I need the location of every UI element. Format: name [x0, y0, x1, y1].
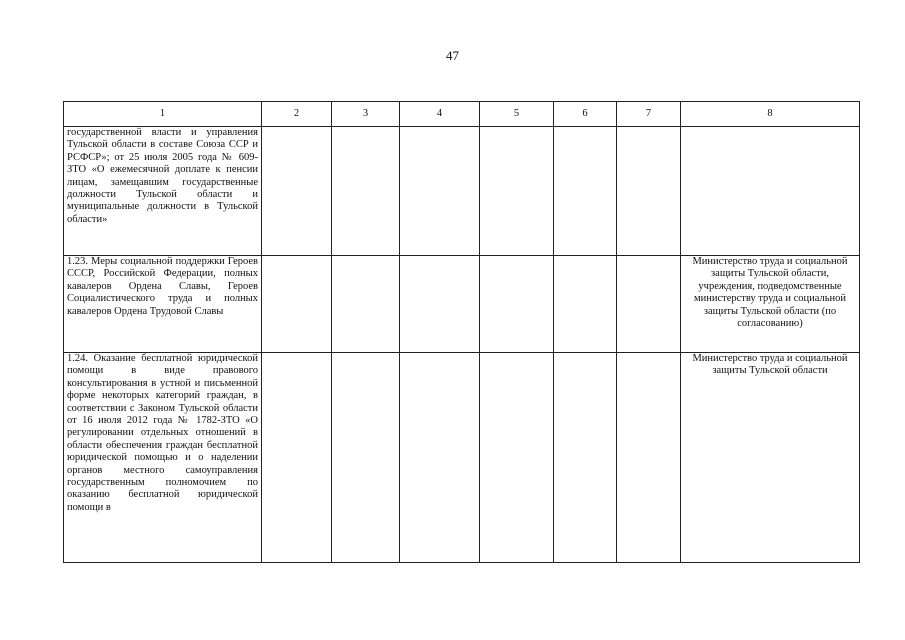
responsible-executor: Министерство труда и социальной защиты Тульской области, учреждения, подведомственные министерству труда и социальной защиты Тульской области (по согласованию) [681, 256, 860, 353]
empty-cell [332, 256, 400, 353]
measure-description: 1.23. Меры социальной поддержки Героев СССР, Российской Федерации, полных кавалеров Ордена Славы, Героев Социалистического труда и полных кавалеров Ордена Трудовой Славы [64, 256, 262, 353]
column-header-5: 5 [480, 102, 554, 127]
empty-cell [400, 127, 480, 256]
responsible-executor: Министерство труда и социальной защиты Тульской области [681, 353, 860, 563]
empty-cell [262, 353, 332, 563]
column-header-3: 3 [332, 102, 400, 127]
measures-table [63, 101, 860, 563]
column-header-8: 8 [681, 102, 860, 127]
measure-description: государственной власти и управления Тульской области в составе Союза ССР и РСФСР»; от 25 июля 2005 года № 609-ЗТО «О ежемесячной доплате к пенсии лицам, замещавшим государственные должности Тульской области и муниципальные должности в Тульской области» [64, 127, 262, 256]
empty-cell [480, 256, 554, 353]
measure-description: 1.24. Оказание бесплатной юридической помощи в виде правового консультирования в устной и письменной форме некоторых категорий граждан, в соответствии с Законом Тульской области от 16 июля 2012 года № 1782-ЗТО «О регулировании отдельных отношений в области обеспечения граждан бесплатной юридической помощью и о наделении органов местного самоуправления государственным полномочием по оказанию бесплатной юридической помощи в [64, 353, 262, 563]
empty-cell [617, 127, 681, 256]
table-row [64, 256, 860, 353]
column-header-2: 2 [262, 102, 332, 127]
empty-cell [554, 353, 617, 563]
empty-cell [400, 256, 480, 353]
empty-cell [617, 256, 681, 353]
empty-cell [617, 353, 681, 563]
empty-cell [332, 127, 400, 256]
empty-cell [480, 127, 554, 256]
page-number: 47 [446, 48, 459, 63]
empty-cell [262, 127, 332, 256]
column-header-6: 6 [554, 102, 617, 127]
table-row [64, 353, 860, 563]
empty-cell [400, 353, 480, 563]
empty-cell [480, 353, 554, 563]
empty-cell [332, 353, 400, 563]
empty-cell [262, 256, 332, 353]
empty-cell [554, 127, 617, 256]
empty-cell [554, 256, 617, 353]
column-header-1: 1 [64, 102, 262, 127]
table-header-row [64, 102, 860, 127]
column-header-4: 4 [400, 102, 480, 127]
responsible-executor [681, 127, 860, 256]
column-header-7: 7 [617, 102, 681, 127]
table-row [64, 127, 860, 256]
